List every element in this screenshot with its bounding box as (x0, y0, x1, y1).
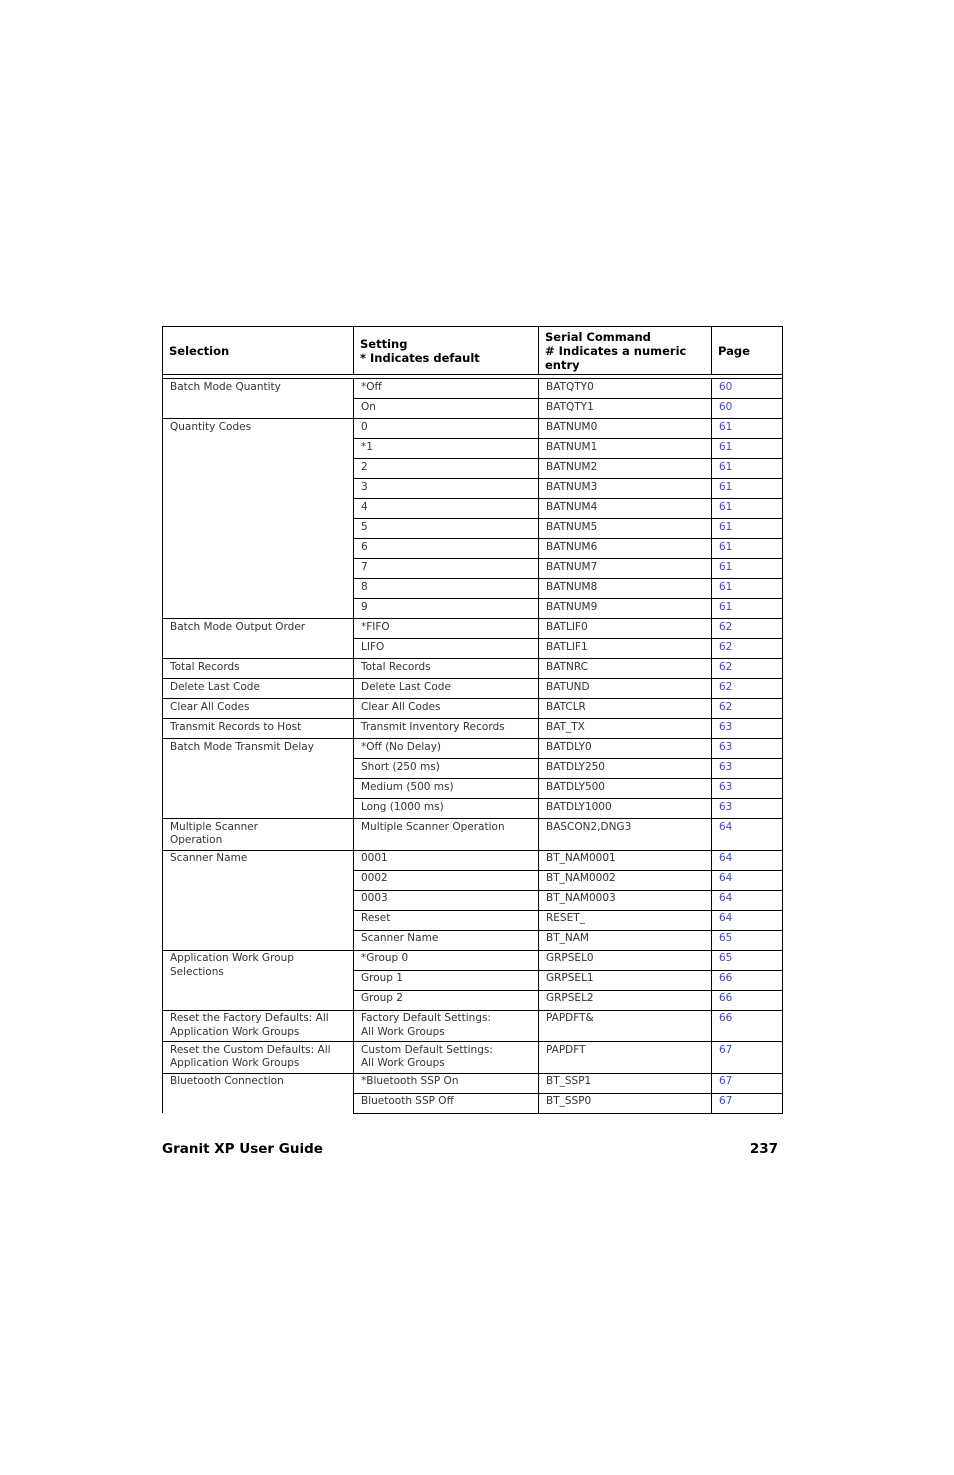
table-row (163, 379, 783, 399)
page-link[interactable]: 61 (719, 580, 733, 593)
setting-cell (354, 599, 539, 619)
serial-command-cell: PAPDFT (539, 1042, 712, 1074)
selection-cell (163, 619, 354, 659)
page-cell (712, 870, 783, 890)
cell-line: 0 (361, 420, 368, 433)
page-link[interactable]: 61 (719, 540, 733, 553)
setting-cell (354, 850, 539, 870)
setting-cell (354, 779, 539, 799)
cell-line: 7 (361, 560, 368, 573)
cell-line: Reset (361, 912, 391, 924)
cell-line: Batch Mode Quantity (170, 380, 281, 393)
serial-command-cell: BATDLY1000 (539, 799, 712, 819)
cell-line: Bluetooth Connection (170, 1075, 284, 1087)
page-cell (712, 779, 783, 799)
setting-cell (354, 519, 539, 539)
cell-line: 6 (361, 540, 368, 553)
table-row (163, 1042, 783, 1074)
cell-line: Group 2 (361, 992, 403, 1004)
serial-command-cell: BATNUM9 (539, 599, 712, 619)
setting-cell (354, 799, 539, 819)
cell-line: Delete Last Code (170, 680, 260, 693)
selection-cell (163, 379, 354, 419)
serial-command-cell: BATUND (539, 679, 712, 699)
page-cell (712, 819, 783, 851)
table-row (163, 419, 783, 439)
page-cell (712, 1042, 783, 1074)
serial-command-cell: BATNUM5 (539, 519, 712, 539)
serial-command-cell: BATDLY0 (539, 739, 712, 759)
page-link[interactable]: 61 (719, 520, 733, 533)
cell-line: Bluetooth SSP Off (361, 1095, 454, 1107)
page-cell (712, 970, 783, 990)
header-serial-command: Serial Command # Indicates a numeric entry (539, 327, 712, 375)
cell-line: Batch Mode Output Order (170, 620, 306, 633)
cell-line: Reset the Factory Defaults: All (170, 1012, 329, 1024)
page-link[interactable]: 61 (719, 500, 733, 513)
cell-line: On (361, 400, 376, 413)
cell-line: Long (1000 ms) (361, 800, 444, 813)
selection-cell (163, 739, 354, 819)
page-cell (712, 1093, 783, 1113)
serial-command-cell: PAPDFT& (539, 1010, 712, 1042)
setting-cell (354, 1073, 539, 1093)
cell-line: 5 (361, 520, 368, 533)
header-page: Page (712, 327, 783, 375)
page-link[interactable]: 62 (719, 620, 733, 633)
setting-cell (354, 399, 539, 419)
page-link[interactable]: 64 (719, 852, 733, 864)
table-row (163, 659, 783, 679)
cell-line: Application Work Groups (170, 1025, 300, 1038)
cell-line: 2 (361, 460, 368, 473)
cell-line: Batch Mode Transmit Delay (170, 740, 314, 753)
selection-cell (163, 419, 354, 619)
header-selection: Selection (163, 327, 354, 375)
page-cell (712, 739, 783, 759)
cell-line: Multiple Scanner Operation (361, 820, 505, 833)
serial-command-cell: BATDLY250 (539, 759, 712, 779)
serial-command-cell: GRPSEL0 (539, 950, 712, 970)
page-cell (712, 559, 783, 579)
cell-line: Clear All Codes (361, 700, 441, 713)
table-row (163, 619, 783, 639)
serial-command-cell: BT_NAM0002 (539, 870, 712, 890)
page-cell (712, 910, 783, 930)
cell-line: All Work Groups (361, 1057, 445, 1069)
table-row (163, 739, 783, 759)
page-link[interactable]: 63 (719, 800, 733, 813)
page-cell (712, 1010, 783, 1042)
cell-line: Application Work Groups (170, 1057, 300, 1069)
page-link[interactable]: 67 (719, 1095, 733, 1107)
cell-line: Selections (170, 965, 224, 978)
serial-command-cell: GRPSEL1 (539, 970, 712, 990)
cell-line: Total Records (170, 660, 240, 673)
setting-cell (354, 930, 539, 950)
page-cell (712, 719, 783, 739)
selection-cell (163, 1010, 354, 1042)
setting-cell (354, 499, 539, 519)
selection-cell (163, 819, 354, 851)
setting-cell (354, 819, 539, 851)
serial-command-cell: GRPSEL2 (539, 990, 712, 1010)
page-cell (712, 399, 783, 419)
page-cell (712, 1073, 783, 1093)
page-link[interactable]: 62 (719, 700, 733, 713)
serial-command-cell: BATNUM3 (539, 479, 712, 499)
page-link[interactable]: 61 (719, 480, 733, 493)
serial-command-cell: BATNUM4 (539, 499, 712, 519)
cell-line: Factory Default Settings: (361, 1012, 491, 1024)
page-cell (712, 499, 783, 519)
selection-cell (163, 719, 354, 739)
serial-command-cell: BATLIF0 (539, 619, 712, 639)
cell-line: Total Records (361, 660, 431, 673)
cell-line: Quantity Codes (170, 420, 252, 433)
cell-line: Transmit Records to Host (170, 720, 302, 733)
cell-line: 4 (361, 500, 368, 513)
page-cell (712, 890, 783, 910)
setting-cell (354, 870, 539, 890)
table-row (163, 719, 783, 739)
cell-line: 3 (361, 480, 368, 493)
page-link[interactable]: 66 (719, 1012, 733, 1024)
cell-line: Custom Default Settings: (361, 1043, 493, 1056)
cell-line: Medium (500 ms) (361, 780, 454, 793)
cell-line: Operation (170, 834, 223, 846)
page-link[interactable]: 62 (719, 640, 733, 653)
selection-cell (163, 850, 354, 950)
serial-command-cell: BASCON2,DNG3 (539, 819, 712, 851)
cell-line: 8 (361, 580, 368, 593)
page-cell (712, 439, 783, 459)
setting-cell (354, 419, 539, 439)
page-cell (712, 579, 783, 599)
setting-cell (354, 950, 539, 970)
cell-line: *1 (361, 440, 373, 453)
setting-cell (354, 579, 539, 599)
page-link[interactable]: 61 (719, 460, 733, 473)
selection-cell (163, 1042, 354, 1074)
setting-cell (354, 910, 539, 930)
cell-line: LIFO (361, 640, 385, 653)
cell-line: Scanner Name (170, 852, 248, 864)
page-cell (712, 619, 783, 639)
page-link[interactable]: 63 (719, 740, 733, 753)
cell-line: *Off (No Delay) (361, 740, 442, 753)
cell-line: Scanner Name (361, 932, 439, 944)
cell-line: All Work Groups (361, 1025, 445, 1038)
page-link[interactable]: 61 (719, 560, 733, 573)
cell-line: *Bluetooth SSP On (361, 1075, 459, 1087)
setting-cell (354, 890, 539, 910)
setting-cell (354, 679, 539, 699)
cell-line: Transmit Inventory Records (361, 720, 505, 733)
serial-command-cell: BATNUM7 (539, 559, 712, 579)
serial-command-cell: BATNUM1 (539, 439, 712, 459)
setting-cell (354, 459, 539, 479)
page-link[interactable]: 64 (719, 892, 733, 904)
table-row (163, 699, 783, 719)
page-cell (712, 639, 783, 659)
serial-command-cell: BATNUM2 (539, 459, 712, 479)
page-link[interactable]: 61 (719, 600, 733, 613)
page-link[interactable]: 61 (719, 420, 733, 433)
cell-line: 0003 (361, 892, 388, 904)
page-cell (712, 799, 783, 819)
page-link[interactable]: 63 (719, 780, 733, 793)
page-link[interactable]: 60 (719, 400, 733, 413)
cell-line: Multiple Scanner (170, 820, 259, 833)
page-link[interactable]: 67 (719, 1075, 733, 1087)
page-link[interactable]: 66 (719, 992, 733, 1004)
serial-command-cell: BATNUM0 (539, 419, 712, 439)
setting-cell (354, 659, 539, 679)
setting-cell (354, 479, 539, 499)
serial-command-cell: BATNUM6 (539, 539, 712, 559)
serial-command-cell: BATLIF1 (539, 639, 712, 659)
page-cell (712, 850, 783, 870)
setting-cell (354, 379, 539, 399)
page-cell (712, 479, 783, 499)
table-header (163, 327, 783, 375)
page-link[interactable]: 67 (719, 1043, 733, 1056)
footer-guide-title: Granit XP User Guide (162, 1141, 323, 1157)
page-link[interactable]: 65 (719, 952, 733, 964)
page-link[interactable]: 62 (719, 680, 733, 693)
cell-line: Delete Last Code (361, 680, 451, 693)
page-cell (712, 659, 783, 679)
serial-command-cell: BATCLR (539, 699, 712, 719)
setting-cell (354, 719, 539, 739)
cell-line: 9 (361, 600, 368, 613)
table-row (163, 1073, 783, 1093)
serial-command-cell: BATQTY1 (539, 399, 712, 419)
page-link[interactable]: 64 (719, 820, 733, 833)
page-link[interactable]: 64 (719, 912, 733, 924)
setting-cell (354, 619, 539, 639)
page-link[interactable]: 63 (719, 760, 733, 773)
setting-cell (354, 559, 539, 579)
footer-page-number: 237 (749, 1141, 778, 1157)
settings-table (162, 326, 783, 1114)
selection-cell (163, 679, 354, 699)
page-link[interactable]: 63 (719, 720, 733, 733)
table-row (163, 950, 783, 970)
setting-cell (354, 739, 539, 759)
cell-line: Reset the Custom Defaults: All (170, 1043, 331, 1056)
cell-line: Group 1 (361, 972, 403, 984)
serial-command-cell: BT_SSP1 (539, 1073, 712, 1093)
page-link[interactable]: 62 (719, 660, 733, 673)
page-link[interactable]: 61 (719, 440, 733, 453)
setting-cell (354, 759, 539, 779)
page-cell (712, 519, 783, 539)
serial-command-cell: BATQTY0 (539, 379, 712, 399)
setting-cell (354, 990, 539, 1010)
page-cell (712, 759, 783, 779)
serial-command-cell: BT_SSP0 (539, 1093, 712, 1113)
setting-cell (354, 439, 539, 459)
setting-cell (354, 970, 539, 990)
setting-cell (354, 539, 539, 559)
table-row (163, 1010, 783, 1042)
cell-line: *Off (361, 380, 382, 393)
page-cell (712, 419, 783, 439)
page-cell (712, 539, 783, 559)
page-link[interactable]: 66 (719, 972, 733, 984)
page-cell (712, 990, 783, 1010)
setting-cell (354, 1010, 539, 1042)
cell-line: 0002 (361, 872, 388, 884)
page-cell (712, 930, 783, 950)
serial-command-cell: BATNUM8 (539, 579, 712, 599)
cell-line: 0001 (361, 852, 388, 864)
page-cell (712, 459, 783, 479)
selection-cell (163, 1073, 354, 1113)
setting-cell (354, 699, 539, 719)
cell-line: Short (250 ms) (361, 760, 440, 773)
cell-line: *FIFO (361, 620, 390, 633)
table-row (163, 819, 783, 851)
serial-command-cell: BATNRC (539, 659, 712, 679)
selection-cell (163, 699, 354, 719)
page-cell (712, 379, 783, 399)
selection-cell (163, 659, 354, 679)
serial-command-cell: BT_NAM (539, 930, 712, 950)
cell-line: *Group 0 (361, 952, 409, 964)
setting-cell (354, 1093, 539, 1113)
serial-command-cell: BATDLY500 (539, 779, 712, 799)
page-link[interactable]: 60 (719, 380, 733, 393)
page-cell (712, 699, 783, 719)
cell-line: Application Work Group (170, 952, 294, 964)
page-cell (712, 599, 783, 619)
page-cell (712, 950, 783, 970)
serial-command-cell: BAT_TX (539, 719, 712, 739)
table-row (163, 679, 783, 699)
serial-command-cell: RESET_ (539, 910, 712, 930)
cell-line: Clear All Codes (170, 700, 250, 713)
selection-cell (163, 950, 354, 1010)
page-link[interactable]: 65 (719, 932, 733, 944)
setting-cell (354, 1042, 539, 1074)
page-cell (712, 679, 783, 699)
table-body (163, 375, 783, 1114)
page-link[interactable]: 64 (719, 872, 733, 884)
serial-command-cell: BT_NAM0001 (539, 850, 712, 870)
serial-command-cell: BT_NAM0003 (539, 890, 712, 910)
table-row (163, 850, 783, 870)
setting-cell (354, 639, 539, 659)
header-setting: Setting * Indicates default (354, 327, 539, 375)
